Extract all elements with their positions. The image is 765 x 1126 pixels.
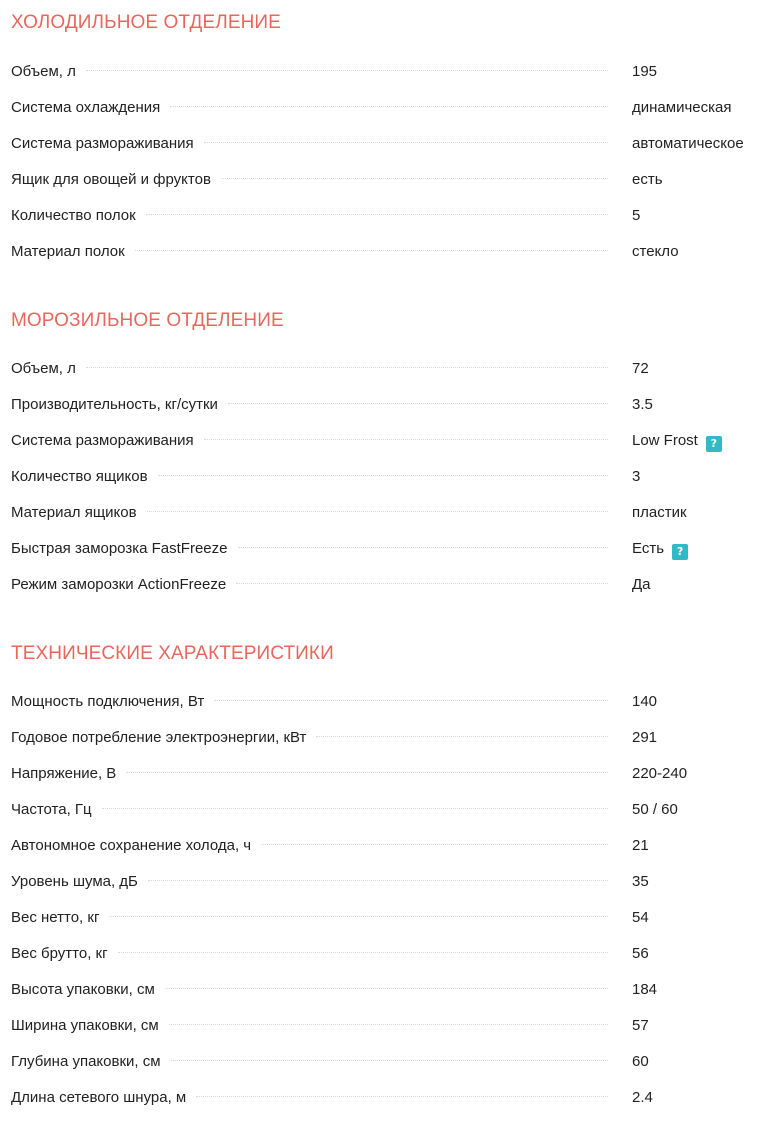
- dotted-leader: [158, 474, 608, 476]
- spec-label-wrap: [11, 198, 620, 234]
- help-icon[interactable]: ?: [672, 544, 688, 560]
- spec-row: [11, 531, 765, 567]
- dotted-leader: [214, 699, 608, 701]
- spec-value-text: 57: [632, 1017, 649, 1034]
- section-title-technical: ТЕХНИЧЕСКИЕ ХАРАКТЕРИСТИКИ: [11, 643, 334, 664]
- spec-label: Объем, л: [11, 63, 76, 80]
- spec-label: Мощность подключения, Вт: [11, 693, 205, 710]
- spec-row: [11, 864, 765, 900]
- spec-row: [11, 90, 765, 126]
- spec-label-wrap: [11, 792, 620, 828]
- spec-row: [11, 972, 765, 1008]
- spec-label: Вес брутто, кг: [11, 945, 108, 962]
- dotted-leader: [171, 1059, 608, 1061]
- spec-label-wrap: [11, 351, 620, 387]
- spec-value-text: 3: [632, 468, 641, 485]
- spec-label: Глубина упаковки, см: [11, 1053, 161, 1070]
- spec-value-text: 195: [632, 63, 658, 80]
- spec-value-text: 50 / 60: [632, 801, 678, 818]
- spec-value: [620, 234, 679, 270]
- spec-value-text: 140: [632, 693, 658, 710]
- spec-row: [11, 1008, 765, 1044]
- dotted-leader: [204, 438, 608, 440]
- spec-value-text: автоматическое: [632, 135, 744, 152]
- spec-value-text: есть: [632, 171, 663, 188]
- spec-label: Режим заморозки ActionFreeze: [11, 576, 227, 593]
- spec-row: [11, 54, 765, 90]
- spec-value-text: Есть: [632, 540, 665, 557]
- dotted-leader: [238, 546, 609, 548]
- spec-value: [620, 126, 744, 162]
- spec-label: Материал полок: [11, 243, 125, 260]
- spec-row: [11, 900, 765, 936]
- spec-row: [11, 936, 765, 972]
- spec-label-wrap: [11, 567, 620, 603]
- spec-label: Годовое потребление электроэнергии, кВт: [11, 729, 307, 746]
- spec-label: Уровень шума, дБ: [11, 873, 138, 890]
- dotted-leader: [118, 951, 608, 953]
- dotted-leader: [148, 879, 608, 881]
- dotted-leader: [135, 249, 608, 251]
- section-title-freezer: МОРОЗИЛЬНОЕ ОТДЕЛЕНИЕ: [11, 310, 284, 331]
- spec-list-freezer: [11, 351, 765, 603]
- spec-row: [11, 351, 765, 387]
- spec-value-text: 21: [632, 837, 649, 854]
- spec-label: Напряжение, В: [11, 765, 117, 782]
- spec-list-technical: [11, 684, 765, 1116]
- spec-value-text: 184: [632, 981, 658, 998]
- dotted-leader: [165, 987, 608, 989]
- spec-label: Количество полок: [11, 207, 136, 224]
- spec-list-fridge: [11, 54, 765, 270]
- spec-value: [620, 900, 649, 936]
- spec-row: [11, 720, 765, 756]
- spec-value: [620, 495, 687, 531]
- spec-row: [11, 495, 765, 531]
- dotted-leader: [261, 843, 608, 845]
- spec-label-wrap: [11, 1008, 620, 1044]
- spec-row: [11, 1044, 765, 1080]
- spec-label: Система размораживания: [11, 432, 194, 449]
- dotted-leader: [147, 510, 608, 512]
- spec-value-text: Low Frost: [632, 432, 698, 449]
- spec-row: [11, 792, 765, 828]
- spec-label: Система охлаждения: [11, 99, 161, 116]
- help-icon[interactable]: ?: [706, 436, 722, 452]
- spec-label-wrap: [11, 900, 620, 936]
- spec-value: [620, 1044, 649, 1080]
- spec-label-wrap: [11, 387, 620, 423]
- spec-row: [11, 198, 765, 234]
- spec-label: Быстрая заморозка FastFreeze: [11, 540, 228, 557]
- spec-label-wrap: [11, 495, 620, 531]
- spec-row: [11, 567, 765, 603]
- spec-label-wrap: [11, 423, 620, 459]
- spec-label: Объем, л: [11, 360, 76, 377]
- spec-label-wrap: [11, 459, 620, 495]
- spec-row: [11, 756, 765, 792]
- spec-value: [620, 567, 651, 603]
- spec-value-text: 5: [632, 207, 641, 224]
- spec-value-text: стекло: [632, 243, 679, 260]
- spec-label-wrap: [11, 126, 620, 162]
- spec-value-text: Да: [632, 576, 651, 593]
- spec-label-wrap: [11, 234, 620, 270]
- spec-row: [11, 1080, 765, 1116]
- spec-label: Материал ящиков: [11, 504, 137, 521]
- spec-label-wrap: [11, 1044, 620, 1080]
- spec-value: [620, 387, 653, 423]
- spec-label: Вес нетто, кг: [11, 909, 100, 926]
- spec-value: [620, 972, 657, 1008]
- spec-label-wrap: [11, 972, 620, 1008]
- dotted-leader: [146, 213, 608, 215]
- spec-value-text: 220-240: [632, 765, 688, 782]
- spec-value-text: 56: [632, 945, 649, 962]
- spec-value-text: 54: [632, 909, 649, 926]
- spec-label: Количество ящиков: [11, 468, 148, 485]
- spec-label: Автономное сохранение холода, ч: [11, 837, 252, 854]
- spec-label-wrap: [11, 756, 620, 792]
- spec-value-text: динамическая: [632, 99, 732, 116]
- spec-row: [11, 423, 765, 459]
- spec-row: [11, 162, 765, 198]
- dotted-leader: [228, 402, 608, 404]
- spec-value: [620, 54, 657, 90]
- dotted-leader: [102, 807, 608, 809]
- spec-row: [11, 234, 765, 270]
- spec-value: [620, 351, 649, 387]
- spec-row: [11, 684, 765, 720]
- spec-value: [620, 828, 649, 864]
- spec-row: [11, 459, 765, 495]
- spec-label-wrap: [11, 720, 620, 756]
- spec-label-wrap: [11, 684, 620, 720]
- dotted-leader: [196, 1095, 608, 1097]
- spec-label: Система размораживания: [11, 135, 194, 152]
- dotted-leader: [169, 1023, 608, 1025]
- spec-value-text: 3.5: [632, 396, 653, 413]
- spec-value: [620, 936, 649, 972]
- spec-label-wrap: [11, 54, 620, 90]
- spec-label: Производительность, кг/сутки: [11, 396, 218, 413]
- spec-label: Длина сетевого шнура, м: [11, 1089, 187, 1106]
- spec-label: Ящик для овощей и фруктов: [11, 171, 211, 188]
- spec-value: [620, 1008, 649, 1044]
- spec-label-wrap: [11, 531, 620, 567]
- spec-value: [620, 1080, 653, 1116]
- spec-label: Частота, Гц: [11, 801, 92, 818]
- spec-value-text: 35: [632, 873, 649, 890]
- spec-label: Ширина упаковки, см: [11, 1017, 159, 1034]
- dotted-leader: [86, 366, 608, 368]
- spec-value-text: 72: [632, 360, 649, 377]
- spec-label-wrap: [11, 162, 620, 198]
- spec-value-text: пластик: [632, 504, 687, 521]
- spec-value-text: 291: [632, 729, 658, 746]
- spec-value: [620, 792, 678, 828]
- spec-label-wrap: [11, 1080, 620, 1116]
- dotted-leader: [316, 735, 608, 737]
- spec-value: [620, 684, 657, 720]
- spec-label-wrap: [11, 90, 620, 126]
- dotted-leader: [86, 69, 608, 71]
- spec-value: [620, 162, 663, 198]
- spec-value: [620, 531, 688, 567]
- spec-label: Высота упаковки, см: [11, 981, 155, 998]
- spec-label-wrap: [11, 864, 620, 900]
- spec-value-text: 60: [632, 1053, 649, 1070]
- dotted-leader: [170, 105, 608, 107]
- spec-value: [620, 459, 640, 495]
- spec-row: [11, 828, 765, 864]
- spec-value: [620, 198, 640, 234]
- spec-row: [11, 387, 765, 423]
- spec-value-text: 2.4: [632, 1089, 653, 1106]
- dotted-leader: [204, 141, 608, 143]
- spec-value: [620, 90, 731, 126]
- dotted-leader: [221, 177, 608, 179]
- spec-row: [11, 126, 765, 162]
- spec-label-wrap: [11, 936, 620, 972]
- dotted-leader: [236, 582, 608, 584]
- dotted-leader: [109, 915, 608, 917]
- spec-value: [620, 720, 657, 756]
- spec-value: [620, 864, 649, 900]
- spec-value: [620, 756, 687, 792]
- section-title-fridge: ХОЛОДИЛЬНОЕ ОТДЕЛЕНИЕ: [11, 12, 281, 33]
- dotted-leader: [126, 771, 608, 773]
- spec-value: [620, 423, 722, 459]
- spec-label-wrap: [11, 828, 620, 864]
